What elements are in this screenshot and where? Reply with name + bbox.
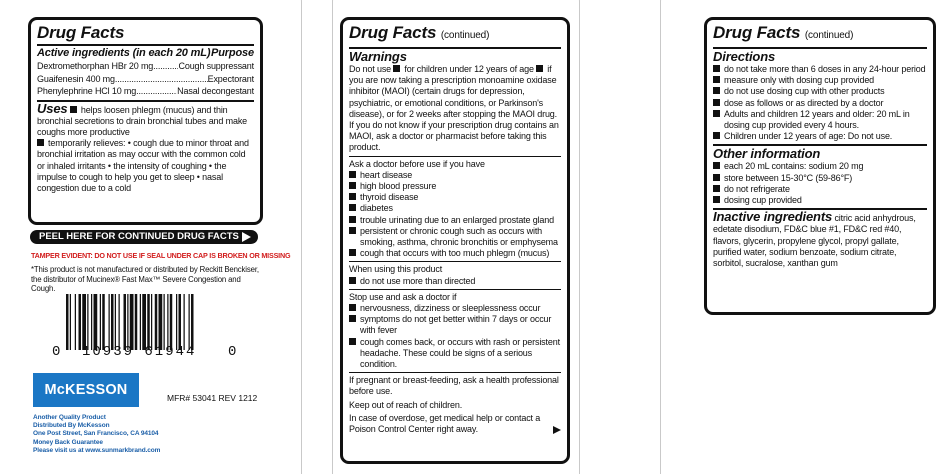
inactive-ingredients-heading: Inactive ingredients (713, 209, 833, 225)
ingredient-row: Dextromethorphan HBr 20 mg ..... Cough suppressant (37, 60, 254, 73)
drug-facts-title: Drug Facts (continued) (349, 23, 490, 42)
list-item: store between 15-30°C (59-86°F) (713, 173, 927, 184)
list-item: nervousness, dizziness or sleeplessness occur (349, 303, 561, 314)
list-item: do not refrigerate (713, 184, 927, 195)
mckesson-logo: McKESSON (33, 373, 139, 407)
bullet-icon (393, 65, 400, 72)
list-item: persistent or chronic cough such as occurs with smoking, asthma, chronic bronchitis or emphysema (349, 226, 561, 248)
upc-barcode (52, 294, 242, 362)
tamper-warning: TAMPER EVIDENT: DO NOT USE IF SEAL UNDER CAP IS BROKEN OR MISSING (31, 251, 291, 260)
directions-list (713, 64, 927, 142)
keep-out-of-reach: Keep out of reach of children. (349, 399, 463, 410)
list-item: do not use dosing cup with other products (713, 86, 927, 97)
list-item: each 20 mL contains: sodium 20 mg (713, 161, 927, 172)
directions-heading: Directions (713, 49, 776, 64)
when-using-heading: When using this product (349, 264, 443, 275)
warnings-heading: Warnings (349, 49, 407, 64)
disclaimer: *This product is not manufactured or distributed by Reckitt Benckiser, the distributor of Mucinex® Fast Max™ Severe Congestion and Cough. (31, 265, 259, 293)
stop-use-heading: Stop use and ask a doctor if (349, 291, 457, 302)
other-information-list (713, 161, 927, 206)
list-item: cough comes back, or occurs with rash or persistent headache. These could be signs of a serious condition. (349, 337, 561, 371)
bullet-icon (536, 65, 543, 72)
list-item: heart disease (349, 170, 561, 181)
barcode-digit-left: 0 (52, 344, 63, 360)
pregnant-warning: If pregnant or breast-feeding, ask a health professional before use. (349, 375, 559, 397)
list-item: dosing cup provided (713, 195, 927, 206)
barcode-digit-right: 0 (228, 344, 239, 360)
overdose-warning: In case of overdose, get medical help or contact a Poison Control Center right away. (349, 413, 561, 435)
list-item: cough that occurs with too much phlegm (mucus) (349, 248, 561, 259)
list-item: Children under 12 years of age: Do not use. (713, 131, 927, 142)
list-item: trouble urinating due to an enlarged prostate gland (349, 215, 561, 226)
inactive-ingredients: Inactive ingredients citric acid anhydrous, edetate disodium, FD&C blue #1, FD&C red #40, flavors, glycerin, propylene glycol, propyl gallate, purified water, sodium benzoate, sodium citrate, sorbitol, sucralose, xanthan gum (713, 209, 916, 269)
arrow-right-icon (553, 426, 561, 434)
list-item: Adults and children 12 years and older: 20 mL in dosing cup provided every 4 hours. (713, 109, 927, 131)
barcode-bars-icon (66, 294, 228, 350)
distributor-info: Another Quality Product Distributed By McKesson One Post Street, San Francisco, CA 94104 Money Back Guarantee Please visit us at www.sunmarkbrand.com (33, 414, 161, 454)
drug-facts-title: Drug Facts (continued) (713, 23, 854, 42)
uses-heading: Uses (37, 100, 68, 116)
list-item: measure only with dosing cup provided (713, 75, 927, 86)
active-ingredients-header: Active ingredients (in each 20 mL) Purpose (37, 47, 254, 59)
bullet-icon (70, 106, 77, 113)
list-item: do not take more than 6 doses in any 24-hour period (713, 64, 927, 75)
list-item: thyroid disease (349, 192, 561, 203)
other-information-heading: Other information (713, 146, 821, 162)
drug-facts-title: Drug Facts (37, 23, 125, 42)
list-item: dose as follows or as directed by a doctor (713, 98, 927, 109)
list-item: high blood pressure (349, 181, 561, 192)
ingredient-row: Guaifenesin 400 mg ..... Expectorant (37, 73, 254, 86)
drug-facts-box-2 (340, 17, 570, 464)
drug-facts-box-1 (28, 17, 263, 225)
ask-doctor-list (349, 170, 561, 260)
list-item: diabetes (349, 203, 561, 214)
ingredient-row: Phenylephrine HCl 10 mg ..... Nasal decongestant (37, 85, 254, 98)
mfr-number: MFR# 53041 REV 1212 (167, 393, 258, 403)
peel-here-tab[interactable]: PEEL HERE FOR CONTINUED DRUG FACTS (30, 230, 258, 244)
ask-doctor-heading: Ask a doctor before use if you have (349, 158, 485, 169)
uses-relieves: temporarily relieves: • cough due to minor throat and bronchial irritation as may occur with the common cold or inhaled irritants • the intensity of coughing • the impulse to cough to help you get to sleep • nasal congestion due to a cold (37, 138, 249, 193)
uses-section: Uses helps loosen phlegm (mucus) and thin bronchial secretions to drain bronchial tubes and make coughs more productive (37, 100, 248, 137)
arrow-right-icon (242, 232, 251, 242)
bullet-icon (37, 139, 44, 146)
do-not-use-text: Do not use for children under 12 years of age if you are now taking a prescription monoamine oxidase inhibitor (MAOI) (certain drugs for depression, psychiatric, or emotional conditions, or Parkinson's disease), or for 2 weeks after stopping the MAOI drug. If you do not know if your prescription drug contains an MAOI, ask a doctor or pharmacist before taking this product. (349, 64, 559, 153)
barcode-digits: 10939 61944 (82, 344, 197, 360)
ingredient-list (37, 60, 254, 98)
drug-facts-box-3 (704, 17, 936, 315)
list-item: symptoms do not get better within 7 days or occur with fever (349, 314, 561, 336)
list-item: do not use more than directed (349, 276, 561, 287)
